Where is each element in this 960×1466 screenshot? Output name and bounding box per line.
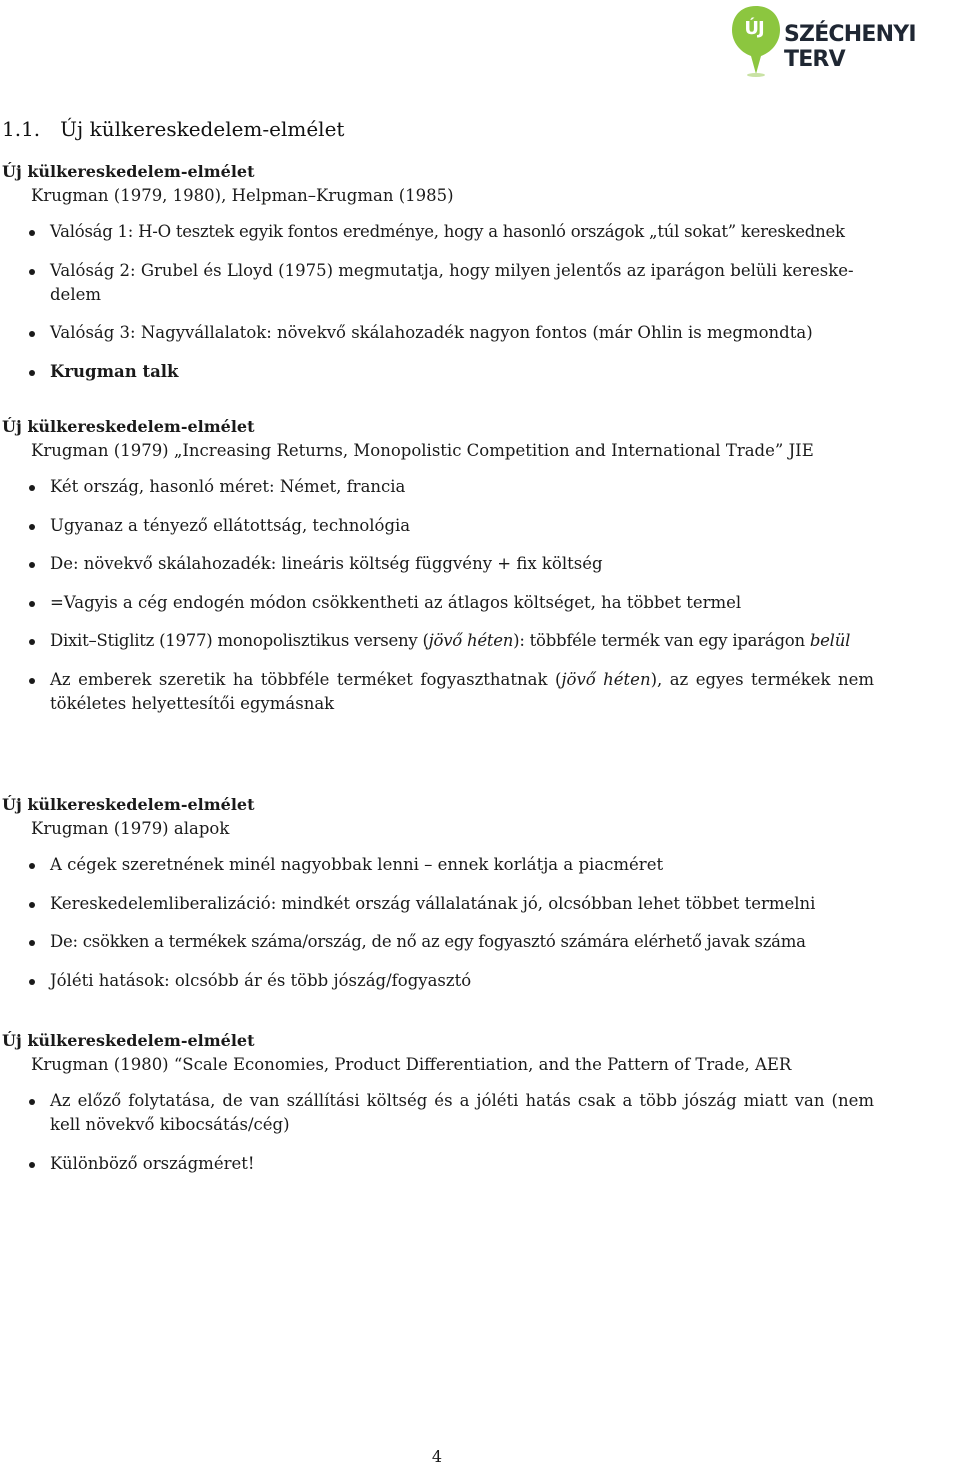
list-item-text: Ugyanaz a tényező ellátottság, technológia bbox=[50, 515, 411, 535]
block-subtitle: Krugman (1980) “Scale Economies, Product Differentiation, and the Pattern of Trade, AER bbox=[31, 1055, 792, 1074]
list-item bbox=[2, 220, 874, 244]
block-heading: Új külkereskedelem-elmélet bbox=[2, 162, 255, 181]
list-item bbox=[2, 321, 874, 345]
section-title-text: Új külkereskedelem-elmélet bbox=[60, 117, 345, 141]
list-item-italic: jövő héten bbox=[428, 631, 514, 650]
list-item-text: A cégek szeretnének minél nagyobbak lenni – ennek korlátja a piacméret bbox=[50, 855, 664, 874]
block-subtitle: Krugman (1979) „Increasing Returns, Monopolistic Competition and International Trade” JIE bbox=[31, 441, 814, 460]
list-item bbox=[2, 629, 874, 653]
content-block-4 bbox=[2, 1029, 882, 1190]
page-number: 4 bbox=[431, 1447, 443, 1466]
list-item bbox=[2, 475, 874, 499]
bullet-icon bbox=[29, 1099, 35, 1105]
block-subtitle: Krugman (1979, 1980), Helpman–Krugman (1985) bbox=[31, 186, 454, 205]
list-item-text: Jóléti hatások: olcsóbb ár és több jószág/fogyasztó bbox=[50, 970, 472, 990]
list-item-text-start: Az emberek szeretik ha többféle terméket fogyaszthatnak ( bbox=[50, 669, 562, 689]
bullet-icon bbox=[29, 370, 35, 376]
section-number: 1.1. bbox=[2, 117, 41, 141]
bullet-icon bbox=[29, 678, 35, 684]
list-item-italic: belül bbox=[809, 631, 851, 650]
list-item bbox=[2, 591, 874, 615]
bullet-icon bbox=[29, 230, 35, 236]
list-item bbox=[2, 969, 874, 993]
bullet-icon bbox=[29, 601, 35, 607]
list-item bbox=[2, 1152, 874, 1176]
list-item-text: Különböző országméret! bbox=[50, 1153, 255, 1173]
list-item-italic: jövő héten bbox=[561, 669, 651, 689]
list-item-text: Krugman talk bbox=[50, 361, 179, 381]
list-item bbox=[2, 892, 874, 916]
block-heading: Új külkereskedelem-elmélet bbox=[2, 795, 255, 814]
logo-drop-icon bbox=[730, 4, 782, 78]
logo-brand-text: SZÉCHENYI TERV bbox=[784, 22, 916, 72]
content-block-2 bbox=[2, 415, 882, 730]
list-item bbox=[2, 853, 874, 877]
bullet-icon bbox=[29, 562, 35, 568]
list-item-text: De: csökken a termékek száma/ország, de nő az egy fogyasztó számára elérhető javak száma bbox=[50, 932, 806, 951]
block-subtitle: Krugman (1979) alapok bbox=[31, 819, 230, 838]
list-item-text: Az előző folytatása, de van szállítási költség és a jóléti hatás csak a több jószág miatt van (nem kell növekvő kibocsátás/cég) bbox=[50, 1091, 874, 1134]
list-item bbox=[2, 1089, 874, 1137]
section-title bbox=[2, 117, 344, 141]
list-item-text: Kereskedelemliberalizáció: mindkét ország vállalatának jó, olcsóbban lehet többet termelni bbox=[50, 893, 816, 913]
bullet-list bbox=[2, 853, 882, 993]
list-item bbox=[2, 668, 874, 716]
bullet-icon bbox=[29, 863, 35, 869]
bullet-icon bbox=[29, 979, 35, 985]
list-item-text: =Vagyis a cég endogén módon csökkentheti az átlagos költséget, ha többet termel bbox=[50, 592, 742, 612]
bullet-icon bbox=[29, 269, 35, 275]
bullet-icon bbox=[29, 1162, 35, 1168]
list-item-text: Két ország, hasonló méret: Német, francia bbox=[50, 477, 406, 496]
bullet-icon bbox=[29, 524, 35, 530]
bullet-icon bbox=[29, 902, 35, 908]
list-item bbox=[2, 552, 874, 576]
bullet-list bbox=[2, 475, 882, 716]
list-item bbox=[2, 360, 874, 384]
list-item-text: Valóság 1: H-O tesztek egyik fontos eredménye, hogy a hasonló országok „túl sokat” kereskednek bbox=[50, 222, 845, 241]
bullet-list bbox=[2, 220, 882, 384]
list-item-text: De: növekvő skálahozadék: lineáris költség függvény + fix költség bbox=[50, 554, 603, 573]
list-item bbox=[2, 930, 874, 954]
list-item-text: Valóság 2: Grubel és Lloyd (1975) megmutatja, hogy milyen jelentős az iparágon belüli kereske- delem bbox=[50, 260, 854, 304]
list-item bbox=[2, 514, 874, 538]
list-item bbox=[2, 259, 874, 307]
block-heading: Új külkereskedelem-elmélet bbox=[2, 417, 255, 436]
bullet-icon bbox=[29, 331, 35, 337]
bullet-list bbox=[2, 1089, 882, 1176]
content-block-1 bbox=[2, 160, 882, 398]
bullet-icon bbox=[29, 639, 35, 645]
szechenyi-terv-logo bbox=[730, 4, 960, 78]
list-item-text-end: ), az egyes termékek nem tökéletes helyettesítői egymásnak bbox=[50, 669, 874, 713]
bullet-icon bbox=[29, 940, 35, 946]
logo-uj-text: ÚJ bbox=[744, 18, 764, 39]
content-block-3 bbox=[2, 793, 882, 1007]
list-item-text-middle: ): többféle termék van egy iparágon bbox=[513, 631, 810, 650]
list-item-text: Valóság 3: Nagyvállalatok: növekvő skálahozadék nagyon fontos (már Ohlin is megmondta) bbox=[50, 323, 813, 342]
block-heading: Új külkereskedelem-elmélet bbox=[2, 1031, 255, 1050]
bullet-icon bbox=[29, 485, 35, 491]
list-item-text-start: Dixit–Stiglitz (1977) monopolisztikus verseny ( bbox=[50, 631, 429, 650]
